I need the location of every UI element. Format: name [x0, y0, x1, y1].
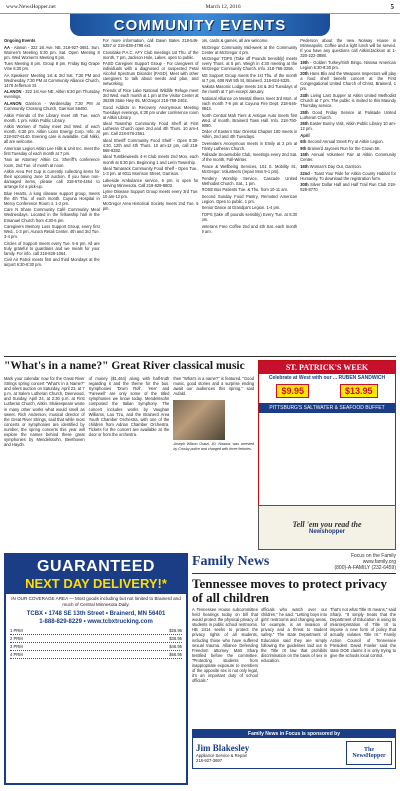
events-column-3 [202, 38, 298, 354]
event-text: TOPS (take off pounds sensibly) Every Tue. at 5:30 pm. [201, 211, 298, 222]
sponsor-subtitle: Appliance Service & Repair [196, 753, 247, 758]
guarantee-banner [6, 555, 186, 594]
story-photo [173, 400, 225, 440]
event-item [300, 38, 396, 58]
event-item [300, 93, 396, 108]
event-item [202, 205, 298, 210]
events-column-4 [300, 38, 396, 354]
event-text: Caregivers Memory Loss Support Group, every first Wed., 1-3 pm, Aurora Retail Center. 4th and 3rd Tue. 3-4 pm. [4, 224, 100, 240]
event-item [103, 88, 199, 103]
tell-line-2: Newshopper [308, 529, 345, 535]
story-column-1: Mark your calendar now for the Great River Strings spring concert "What's in a Name?" and silent auction on Saturday, April 23, at 7 p.m. at Salem Lutheran Church, Deerwood, and Sunday, April 24, at 2:30 p.m. at First Lutheran Church, Aitkin. Shakespeare wrote in many other works what would smell as sweet. Rich Anderson, musical director of the Great River Strings, said that while most concerts or symphonies are identified by number, the spring concerts this year will explore the names behind these great symphonies by Mendelssohn, Beethoven and Haydn. [4, 376, 85, 448]
family-column-3: That's not what Title IX means," said Sharp. "It simply treats that the Department of Education is using its misinterpretation of Title IX to impose a new form of policy that actually violates Title IX." Family Action Council of Tennessee President David Fowler said the state DOE claims it is only trying to give the schools local control. [330, 607, 396, 658]
event-item [103, 189, 199, 199]
event-item [202, 187, 298, 192]
event-text: American Legion Aitkin Lee Hills & Unit Inc. meet the first Tuesday of each month at 7 pm. [4, 145, 100, 156]
event-heading: Ongoing Events [4, 38, 36, 43]
page-number: 5 [390, 2, 394, 11]
event-heading: 16th [300, 164, 309, 170]
event-text: Blue Hearts, a lung disease support group, meets the 4th Thu. of each month. Cuyuna Hospital in Mercy Conference Room 4, 1-2 pm. [4, 190, 100, 206]
event-item [103, 105, 199, 120]
family-column-1: A Tennessee House subcommittee held hearings today on bill that would protect the physical privacy of students in public school restrooms. HB 2414 seeks to protect the privacy rights of all students, including those who have suffered sexual trauma. Alliance Defending Freedom attorney Matt Sharp testified before the committee. "Protecting students from inappropriate exposure to members of the opposite sex is not only legal, it's an important duty of school officials." [192, 607, 258, 684]
event-text: ROSE Bus Patients Tue. & Thu. from 10-11 am. [201, 187, 289, 193]
event-item [300, 139, 396, 144]
sponsor-box [192, 729, 396, 769]
event-text: North Central Mah Tiers & Antique Auto meets first Wed. of month, Brainerd Town Hall. Info. 218-750-9090. [201, 112, 298, 128]
ad-subtitle: Celebrate at West with our ... RUBEN SANDWICH [268, 375, 386, 381]
ad-price-1: $9.95 [276, 384, 309, 398]
event-item [4, 61, 100, 71]
event-text: Pendery Worship Service, Cascade United Methodist Church. Sat., 1 pm. [201, 175, 298, 186]
event-text: Veterans Free Coffee 2nd and 4th Sat. each month 9 am. [201, 223, 298, 234]
event-item [202, 129, 298, 139]
story-column-3 [173, 376, 254, 451]
event-item [103, 50, 199, 60]
event-text: pm, cards & games, all are welcome. [201, 38, 269, 43]
event-item [202, 73, 298, 83]
rate-label: 1 PRM [10, 628, 23, 634]
event-item [300, 182, 396, 192]
ad-prices [259, 382, 395, 400]
event-heading: 9th [300, 145, 307, 151]
event-item [300, 60, 396, 70]
event-item [4, 124, 100, 144]
guarantee-line-2: NEXT DAY DELIVERY!* [25, 576, 167, 591]
company-address: TCBX • 1748 SE 13th Street • Brainerd, MN 56401 [26, 611, 166, 618]
event-item [4, 241, 100, 256]
event-item [300, 164, 396, 169]
event-item [202, 45, 298, 55]
event-item [4, 101, 100, 111]
event-text: McGregor Area Historical Society meets 2nd Tue. 5 pm. [102, 200, 199, 211]
guarantee-line-1: GUARANTEED [37, 558, 155, 575]
event-item [4, 207, 100, 222]
event-text: AA Speakers' Meeting 1st & 3rd Sat. 7:30 PM and Wednesday 7:30 PM at Community Alliance Church, 1478 Jefferson St. [4, 72, 100, 88]
event-item [202, 56, 298, 71]
event-item [202, 38, 298, 43]
section-banner [70, 14, 330, 36]
event-text: Lyme Disease Support Group meets every 3rd Tue. 10 am-12 pm. [102, 189, 199, 200]
event-text: Circles of Support meets every Tue. 5-6 pm. All are truly grateful to guardians and we meals for your family. For info. call 218-828-1064. [4, 240, 100, 256]
events-column-2 [103, 38, 199, 354]
event-text: Tues Meeting 8 pm. Group 8 pm. Friday Big Grape Vine 6:30 pm. [4, 61, 100, 72]
delivery-ad [4, 553, 188, 785]
ad-title: ST. PATRICK'S WEEK [259, 361, 395, 374]
event-text: Civil Air Patrol meets first and third Mondays at the airport 6:30-8:30 pm. [4, 257, 100, 268]
event-item [103, 178, 199, 188]
event-item [103, 166, 199, 176]
event-text: FASD Caregiver Support Group - For caregivers of individuals with a diagnosed or suspected Fetal Alcohol Spectrum Disorder (FASD). Meet with other caregivers to talk about needs and plan, and networking. [102, 61, 199, 87]
event-text: - Alanon - 322 1st Ave. NE. 218-927-3651. Sun. Women's Meeting 5:30 pm. Sat. Open Meeting 8 pm. Wed Women's Meeting 8 pm. [4, 44, 100, 60]
events-column-1 [4, 38, 100, 354]
event-item [300, 171, 396, 181]
event-item [4, 45, 100, 60]
event-heading: 24th [300, 92, 309, 98]
page-header [0, 0, 400, 14]
event-heading: 30th [300, 182, 309, 188]
rate-label: 3 PRM [10, 644, 23, 650]
event-item [4, 146, 100, 156]
event-text: Good Addicts in Recovery Anonymous Meeting Tuesdays evenings, 6:30 pm under conference room at Aitkin Library. [102, 104, 199, 120]
event-text: - Golden Turkey/Irish Bingo. Nisswa American Legion 6:30-8:30 pm. [300, 59, 396, 70]
family-column-2: officials who watch over our children," he said. "Letting boys into girls' restrooms and changing areas, for example, is an invasion of privacy and a threat to student safety." The state Department of Education said they are simply following the guidelines laid out in the Title IX law that prohibits discrimination on the basis of sex in education. [261, 607, 327, 663]
rate-row [10, 635, 182, 643]
event-text: Ideal Township Community Food Shelf at First Lutheran Church open 2nd and 4th Thurs. 10 am-4 pm. Call 218-678-2561. [102, 121, 199, 137]
event-text: Second Annual Smelt Fry at Aitkin Legion. [306, 139, 384, 145]
event-heading: 25th [300, 109, 309, 115]
coverage-info: IN OUR COVERAGE AREA — Most goods including but not limited to Brainerd and much of Central Minnesota Daily. [11, 596, 181, 607]
event-text: Easter Bunny Visit, Aitkin Public Library 10 am-12 pm. [300, 121, 396, 132]
ad-price-2: $13.95 [340, 384, 378, 398]
event-item [300, 110, 396, 120]
event-item [202, 212, 298, 222]
section-title: COMMUNITY EVENTS [113, 16, 287, 34]
event-item [202, 84, 298, 94]
story-column-3-text: then "What's in a name?" is featured. "Good music, good stories and a surprise ending await our audiences this spring," said Aufald. [173, 376, 255, 397]
event-text: MS Support Group meets the 1st Thu. of the month at 7 pm, 606 NW 5th St, Brainerd, 218-824-5325. [201, 72, 298, 83]
event-text: Silver Dollar Half and Half Trail Run Club 218-829-8770. [300, 182, 396, 193]
event-text: Lakeside Ambulance service, 6 pm, is open for serving Minnesota. Call 218-829-8803. [102, 177, 199, 188]
event-heading: 26th [300, 121, 309, 127]
event-text: Ideal Sheriff Community Food Shelf - Open 8:30-4:30. 12th and 4th Thurs. 10 am-12 pm, call 218-568-8282. [102, 137, 199, 153]
event-item [103, 138, 199, 153]
rate-row [10, 651, 182, 659]
event-text: - 322 1st Ave NE, Aitkin 6:30 pm Thursday evenings. [4, 89, 100, 100]
events-columns [4, 38, 396, 354]
family-news-logo: Family News [192, 554, 270, 569]
event-text: Nakota Masonic Lodge meets 1st & 3rd Tuesdays of the month at 7 pm except January. [201, 84, 298, 95]
event-item [103, 201, 199, 211]
event-item [300, 133, 396, 138]
feature-story [4, 360, 254, 550]
event-text: Crosslake P.A.C. AFY Club meetings 1st Thu. of the month, 7 pm, Jackson Hole, Lakes. open to public. [102, 49, 199, 60]
event-text: Aitkin Area Pet Cup is currently collecting items for their upcoming June 10 auction. If you have non-damaged items, please call 218-678-4464 to arrange for a pick-up. [4, 169, 100, 190]
event-text: Woman's Day Out, Garrison. [308, 164, 362, 170]
event-text: Aitkin Women of Today meet 2nd Wed. of each month, 6:30 pm. Aitkin Lions Energy Corp. Info. at 218-927-6140. Evening care is available. Call Nikki, all are welcome. [4, 124, 100, 145]
event-item [202, 194, 298, 204]
rate-price: $56.95 [169, 652, 182, 658]
event-text: - Toast Your Ride for Aitkin County Habitat for Humanity. To download the registration form. [300, 170, 396, 181]
event-text: For more information, call Dawn Bates 218-546-5257 or 218-838-4798 ext. [102, 38, 199, 49]
event-item [4, 257, 100, 267]
event-text: Peace & Wellbeing Services, 101 S. Mobility St., McGregor. Volunteers (repair Mon 9-1 pm). [201, 164, 298, 175]
event-heading: 6th [300, 139, 307, 145]
event-item [300, 71, 396, 91]
rate-table [6, 625, 186, 661]
family-news-header [192, 553, 396, 574]
rate-row [10, 627, 182, 635]
site-url: www.NewsHopper.net [6, 3, 56, 10]
focus-label: Focus on the Family [350, 553, 396, 559]
event-item [202, 141, 298, 151]
event-text: Overeaters Anonymous meets in Emily at 2 pm at Trinity Lutheran Church. [201, 140, 298, 151]
event-item [202, 164, 298, 174]
event-text: Brainerd Jaycees Run for the Crown 5K. [306, 145, 381, 151]
focus-info [334, 553, 396, 571]
event-heading: AA [4, 44, 10, 50]
sponsor-name: Jim Blakesley [196, 743, 250, 753]
event-text: Annual Volunteer Fair at Aitkin Community Center. [300, 152, 396, 163]
event-text: Aitkin Friends of the Library meet 4th Tue. each month, 1 pm. Aitkin Public Library. [4, 112, 100, 123]
event-text: Ideal Tamarack Community Food Shelf - Open Tue., 1-3 pm. at 6011 Morrison Street, Garrison. [102, 166, 199, 177]
event-text: Senior Dance at Grandpa's Legion. 1-4 pm. [201, 205, 281, 211]
rate-label: 2 PRM [10, 636, 23, 642]
rate-row [10, 643, 182, 651]
event-item [300, 146, 396, 151]
event-item [103, 38, 199, 48]
newshopper-logo: The NewsHopper [346, 741, 392, 765]
event-item [202, 152, 298, 162]
event-item [202, 224, 298, 234]
photo-caption: Joseph Wilson Gratzl, 40, Nisswa, was arrested by Crosby police and charged with three felonies. [173, 442, 255, 451]
event-heading: 15th [300, 152, 309, 158]
event-item [202, 176, 298, 186]
event-item [202, 96, 298, 111]
event-heading: 22nd [300, 170, 310, 176]
section-divider [4, 356, 396, 357]
story-column-2: of money ($1,464) along with half-truth regarding it and the theme for the bus. Symphonies 'Drum Roll', 'Hen' and 'Farewell' are only some of the titled symphonies we know today. Mendelssohn composed the Italian symphony. The concert includes works by Vaughan Williams, Lao Tzu, and the Brainerd Area Youth Chamber Orchestra, with one of the children from Adrian Chamber Orchestra. Tickets for the concert are available at the door or from the orchestra. [88, 376, 170, 438]
event-text: McGregor Community Mid-week at the Community Center at McGregor 4 pm. [201, 44, 298, 55]
page-date: March 12, 2016 [205, 3, 241, 10]
event-text: Second Sunday Food Pantry, Remoted American Legion. Open to public. 1 pm. [201, 193, 298, 204]
family-news-section [192, 553, 396, 785]
event-item [4, 224, 100, 239]
company-phone: 1-888-829-8229 • www.tcbxtrucking.com [39, 619, 153, 626]
event-item [4, 169, 100, 189]
event-text: Hans Blix and the Weapons Inspectors will play a food shell benefit concert at the First Congregational United Church of Christ, Brainerd, 1 pm. [300, 71, 396, 92]
event-heading: ALANON [4, 101, 22, 107]
event-item [300, 152, 396, 162]
event-text: Good Friday Service at Palisade United Lutheran Church. [300, 109, 396, 120]
story-headline: "What's in a name?" Great River classical music [4, 360, 245, 372]
event-item [4, 73, 100, 88]
family-headline: Tennessee moves to protect privacy of all children [192, 576, 387, 605]
event-item [202, 113, 298, 128]
event-text: Palisade Snowmobile Club, meetings every 2nd Sat. of the month, Fall-Winter. [201, 152, 298, 163]
event-text: Garrison - Wednesday 7:30 PM at Community Crossing Church, Garrison 56450. [4, 101, 100, 112]
focus-site[interactable]: www.family.org [362, 559, 396, 565]
rate-label: 4 PRM [10, 652, 23, 658]
rate-price: $26.95 [169, 628, 182, 634]
event-text: Order of Eastern Star Oriental Chapter 100 meets in Aitkin, 2nd and 4th Tuesdays. [201, 129, 298, 140]
event-item [4, 113, 100, 123]
event-text: Friends of Rice Lake National Wildlife Refuge meet 3rd Wed. each month at 1 pm at the Visitor Center at 36289 State Hwy 65, McGregor 218-768-2402. [102, 87, 199, 104]
tell-line-1: Tell 'em you read the [292, 520, 362, 529]
event-text: 'Nos an Attorney' Aitkin Co. Sheriff's conference room, 2nd Tue. of month at noon. [4, 157, 100, 168]
focus-phone: (800)-A-FAMILY (232-6459) [334, 565, 396, 571]
event-item [103, 121, 199, 136]
rate-price: $46.95 [169, 644, 182, 650]
event-heading: 20th [300, 71, 309, 77]
event-item [4, 157, 100, 167]
event-item [103, 61, 199, 86]
event-text: Living Last Supper at Aitkin United Methodist Church at 7 pm. The public is invited to this Maundy Thursday service. [300, 92, 396, 109]
ad-footer: PITTSBURG'S SALTWATER & SEAFOOD BUFFET [259, 403, 395, 413]
event-heading: 19th [300, 59, 309, 65]
event-heading: ALANON [4, 89, 22, 95]
event-text: Pederson about the new Norway House in Minneapolis. Coffee and a light lunch will be served. If you have any questions call Aitkin/Jackson at 1-320-222-3888. [300, 38, 396, 59]
sponsor-heading: Family News in Focus is sponsored by [193, 730, 395, 738]
event-text: National Alliance on Mental Illness meet 3rd Mon. of each month 7-9 pm at Cuyuna Fire Dept, 218-546-8843. [201, 95, 298, 112]
event-heading: April [300, 132, 310, 138]
event-item [4, 38, 100, 43]
event-text: McGregor TOPS (Take off Pounds Sensibly) meets every Thurs. at 5 pm. Weigh in 4:30 meeting at the McGregor Community Church. Info. 218-768-3256. [201, 56, 298, 72]
rate-price: $36.95 [169, 636, 182, 642]
event-text: Care N Share Community Café Community Meal Wednesdays. Located in the fellowship hall in the Emanuel Church from 4:30-6 pm. [4, 207, 100, 223]
event-text: Ideal Tumbleweeds 4-H Club meets 2nd Mon. each month at 6:30 pm. Beginning 1 and Lerin Township. [102, 154, 199, 165]
tell-em-banner [258, 505, 396, 550]
sponsor-phone: 218-927-3697 [196, 758, 223, 763]
event-item [4, 89, 100, 99]
event-item [4, 191, 100, 206]
event-item [300, 121, 396, 131]
event-item [103, 154, 199, 164]
